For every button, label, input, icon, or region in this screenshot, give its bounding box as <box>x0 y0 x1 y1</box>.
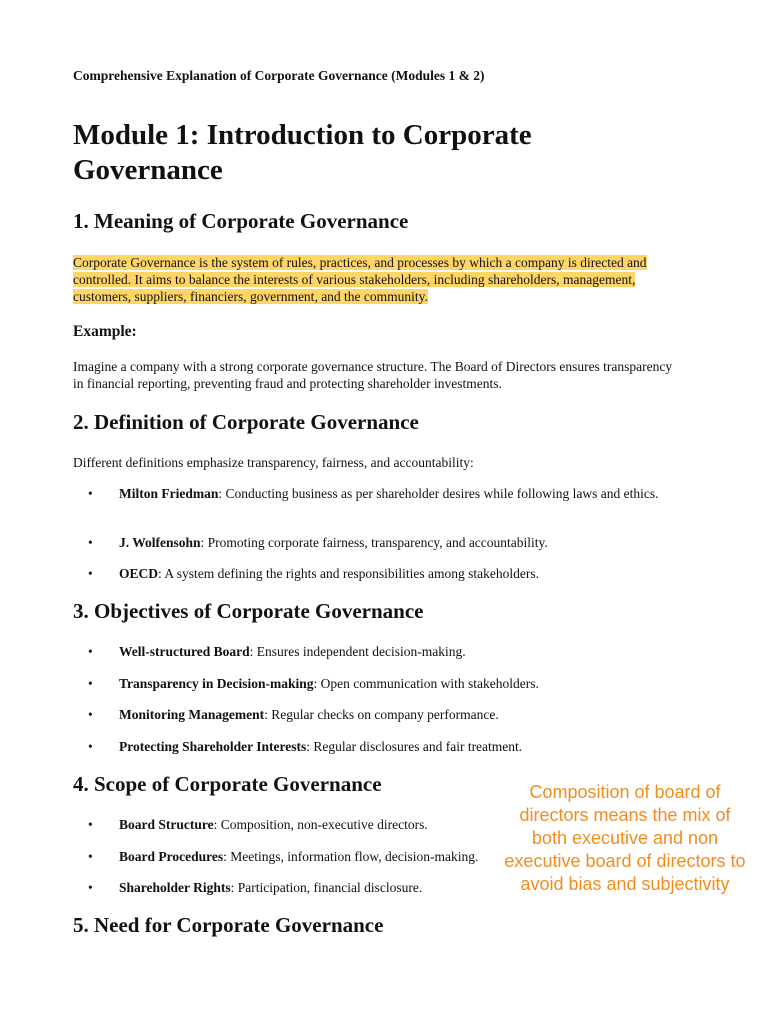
list-item-term: Protecting Shareholder Interests <box>119 739 307 754</box>
definition-intro: Different definitions emphasize transparency, fairness, and accountability: <box>73 455 474 470</box>
bullet-icon: • <box>88 676 93 691</box>
list-item <box>88 643 713 660</box>
bullet-icon: • <box>88 535 93 550</box>
list-item-text: : Promoting corporate fairness, transparency, and accountability. <box>200 535 548 550</box>
section-heading-need: 5. Need for Corporate Governance <box>73 913 384 937</box>
list-item-term: Transparency in Decision-making <box>119 676 314 691</box>
list-item-term: Monitoring Management <box>119 707 265 722</box>
section-heading-scope: 4. Scope of Corporate Governance <box>73 772 382 796</box>
example-label: Example: <box>73 323 137 340</box>
list-item-text: : Open communication with stakeholders. <box>313 676 539 691</box>
list-item <box>88 565 713 582</box>
meaning-paragraph <box>73 254 673 305</box>
module-title: Module 1: Introduction to Corporate Governance <box>73 119 532 186</box>
list-item-term: J. Wolfensohn <box>119 535 201 550</box>
list-item-term: OECD <box>119 566 159 581</box>
list-item <box>88 706 713 723</box>
list-item-term: Well-structured Board <box>119 644 250 659</box>
list-item-text: : Composition, non-executive directors. <box>213 817 428 832</box>
list-item-term: Board Structure <box>119 817 214 832</box>
list-item <box>88 738 713 755</box>
list-item-text: : Regular checks on company performance. <box>264 707 499 722</box>
section-heading-definition: 2. Definition of Corporate Governance <box>73 410 419 434</box>
list-item-term: Milton Friedman <box>119 486 219 501</box>
bullet-icon: • <box>88 880 93 895</box>
bullet-icon: • <box>88 817 93 832</box>
list-item <box>88 534 713 551</box>
list-item-text: : Ensures independent decision-making. <box>249 644 466 659</box>
list-item-term: Board Procedures <box>119 849 224 864</box>
document-title: Comprehensive Explanation of Corporate Governance (Modules 1 & 2) <box>73 68 485 83</box>
section-heading-meaning: 1. Meaning of Corporate Governance <box>73 209 409 233</box>
list-item-text: : Conducting business as per shareholder desires while following laws and ethics. <box>218 486 659 501</box>
bullet-icon: • <box>88 566 93 581</box>
bullet-icon: • <box>88 849 93 864</box>
bullet-icon: • <box>88 644 93 659</box>
example-paragraph: Imagine a company with a strong corporate governance structure. The Board of Directors ensures transparency in financial reporting, preventing fraud and protecting shareholder investments. <box>73 359 673 391</box>
list-item-text: : Participation, financial disclosure. <box>230 880 423 895</box>
bullet-icon: • <box>88 486 93 501</box>
list-item-text: : Regular disclosures and fair treatment. <box>306 739 523 754</box>
list-item <box>88 675 713 692</box>
list-item-text: : A system defining the rights and responsibilities among stakeholders. <box>158 566 539 581</box>
list-item-term: Shareholder Rights <box>119 880 231 895</box>
list-item <box>88 485 713 502</box>
bullet-icon: • <box>88 707 93 722</box>
handwritten-annotation: Composition of board of directors means the mix of both executive and non executive board of directors to avoid bias and subjectivity <box>504 782 746 894</box>
highlighted-text: Corporate Governance is the system of rules, practices, and processes by which a company is directed and controlled. It aims to balance the interests of various stakeholders, including shareholders, management, customers, suppliers, financiers, government, and the community. <box>73 255 647 304</box>
list-item-text: : Meetings, information flow, decision-making. <box>223 849 479 864</box>
section-heading-objectives: 3. Objectives of Corporate Governance <box>73 599 424 623</box>
bullet-icon: • <box>88 739 93 754</box>
